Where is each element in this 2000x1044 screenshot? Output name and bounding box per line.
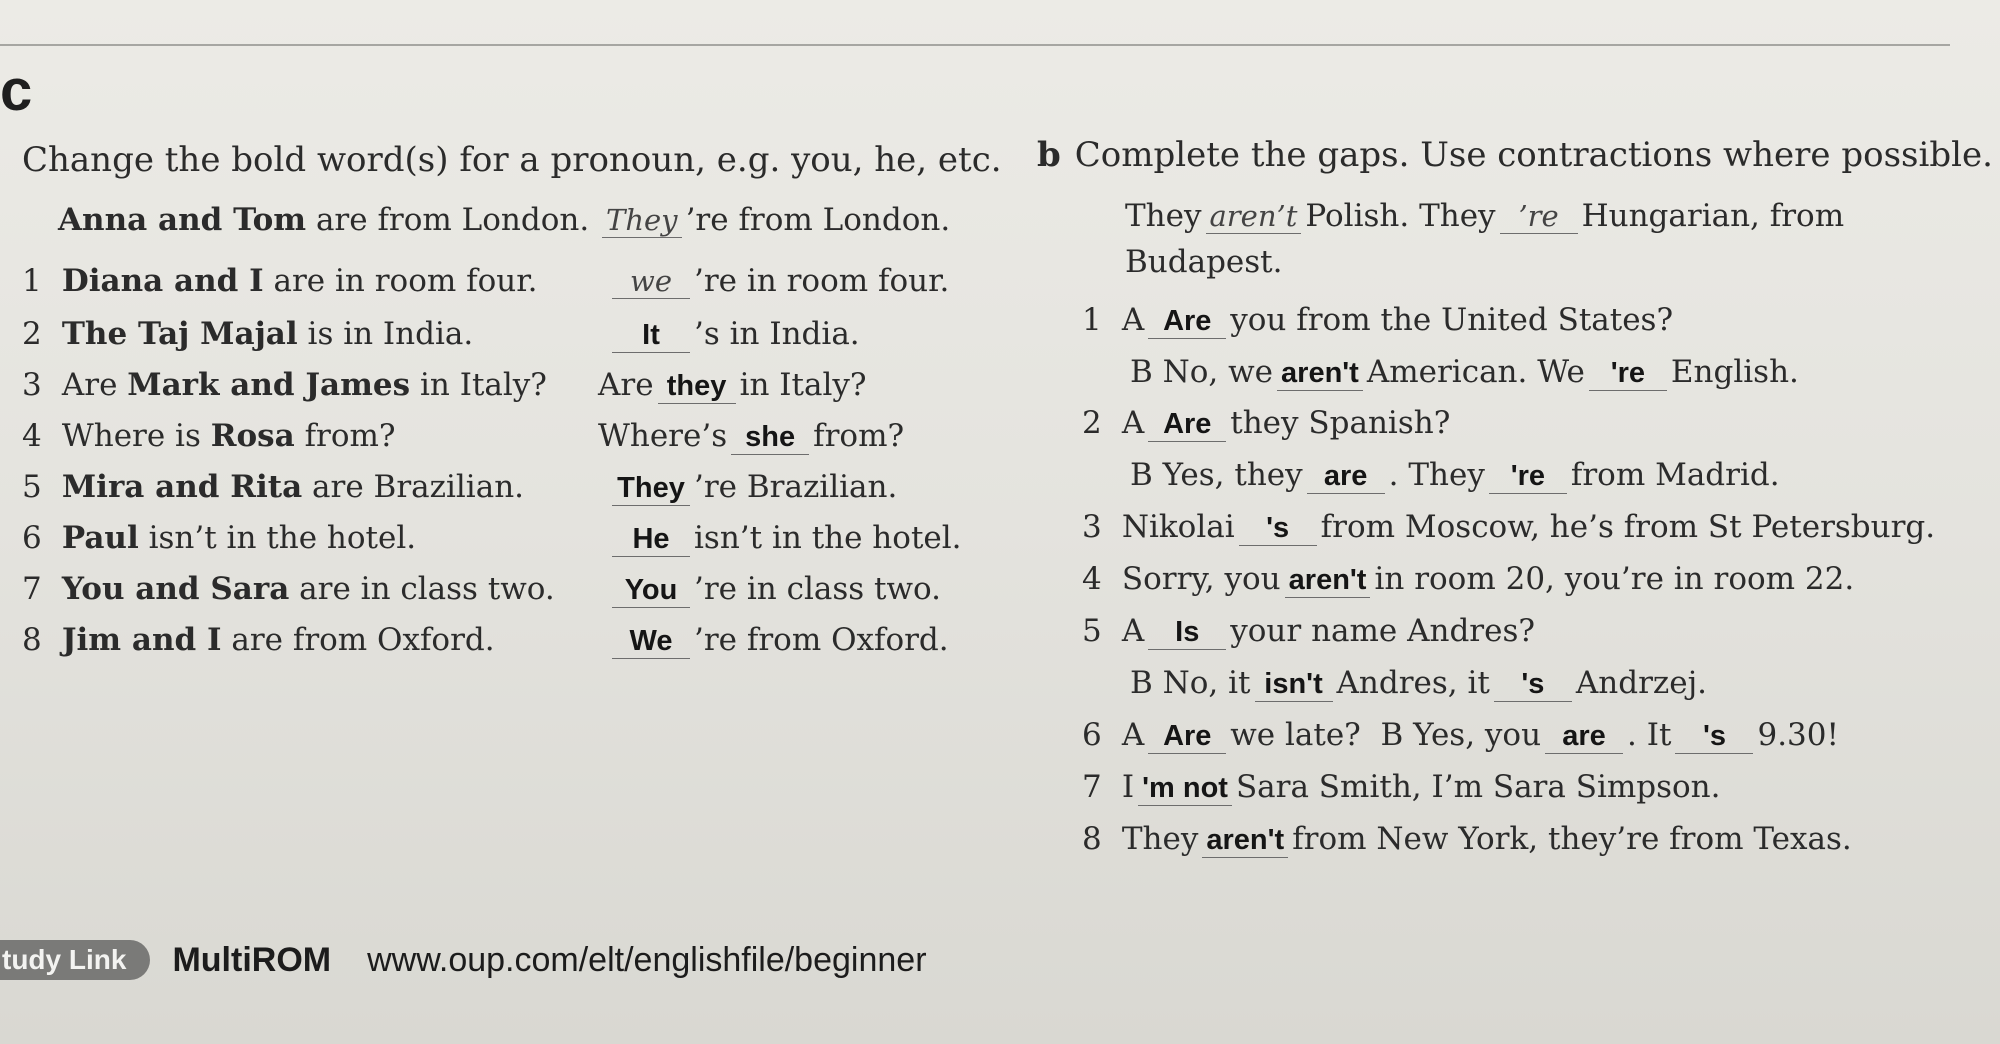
- part-a-item-3-answer: Are they in Italy?: [598, 367, 867, 403]
- item-1a-gap[interactable]: Are: [1148, 305, 1226, 339]
- part-a-item-4-question: 4 Where is Rosa from?: [22, 418, 396, 454]
- top-rule: [0, 44, 1950, 46]
- part-a-item-8-question: 8 Jim and I are from Oxford.: [22, 622, 495, 658]
- item-6-gap-1[interactable]: Are: [1148, 720, 1226, 754]
- part-a-item-1-answer: we ’re in room four.: [608, 263, 949, 300]
- part-a-item-5-answer: They ’re Brazilian.: [608, 469, 897, 506]
- part-b-item-6: 6 A Are we late? B Yes, you are . It 's 9.30!: [1082, 717, 1839, 753]
- part-b-item-2b: B Yes, they are . They 're from Madrid.: [1130, 457, 1780, 493]
- part-b-item-3: 3 Nikolai 's from Moscow, he’s from St Petersburg.: [1082, 509, 1936, 545]
- part-a-example-answer: They ’re from London.: [598, 202, 950, 239]
- item-1-gap[interactable]: we: [612, 265, 690, 299]
- part-b-item-7: 7 I 'm not Sara Smith, I’m Sara Simpson.: [1082, 769, 1721, 805]
- example-answer-gap[interactable]: They: [602, 204, 682, 238]
- item-2b-gap-2[interactable]: 're: [1489, 460, 1567, 494]
- item-5a-gap[interactable]: Is: [1148, 616, 1226, 650]
- section-letter: c: [0, 58, 33, 123]
- item-1b-gap-1[interactable]: aren't: [1277, 357, 1363, 391]
- item-3-gap[interactable]: they: [658, 370, 736, 404]
- item-2a-gap[interactable]: Are: [1148, 408, 1226, 442]
- footer: [0, 935, 927, 985]
- item-6-gap[interactable]: He: [612, 523, 690, 557]
- part-a-item-6-answer: He isn’t in the hotel.: [608, 520, 962, 557]
- part-a-item-8-answer: We ’re from Oxford.: [608, 622, 949, 659]
- item-8-gap[interactable]: We: [612, 625, 690, 659]
- part-b-item-1a: 1 A Are you from the United States?: [1082, 302, 1674, 338]
- part-b-item-8: 8 They aren't from New York, they’re from Texas.: [1082, 821, 1852, 857]
- example-gap-1[interactable]: aren’t: [1206, 200, 1302, 234]
- part-a-item-5-question: 5 Mira and Rita are Brazilian.: [22, 469, 525, 505]
- part-a-item-2-answer: It ’s in India.: [608, 316, 860, 353]
- part-b-item-4: 4 Sorry, you aren't in room 20, you’re in room 22.: [1082, 561, 1855, 597]
- item-6-gap-2[interactable]: are: [1545, 720, 1623, 754]
- item-7-gap[interactable]: You: [612, 574, 690, 608]
- example-gap-2[interactable]: ’re: [1500, 200, 1578, 234]
- item-3-gap[interactable]: 's: [1239, 512, 1317, 546]
- part-b-item-5b: B No, it isn't Andres, it 's Andrzej.: [1130, 665, 1708, 701]
- website-url[interactable]: www.oup.com/elt/englishfile/beginner: [367, 940, 927, 979]
- item-4-gap[interactable]: she: [731, 421, 809, 455]
- item-5b-gap-1[interactable]: isn't: [1255, 668, 1333, 702]
- item-5-gap[interactable]: They: [612, 472, 690, 506]
- study-link-badge: tudy Link: [0, 940, 150, 980]
- item-2-gap[interactable]: It: [612, 319, 690, 353]
- item-8-gap[interactable]: aren't: [1202, 824, 1288, 858]
- part-a-item-4-answer: Where’s she from?: [598, 418, 905, 454]
- part-a-item-6-question: 6 Paul isn’t in the hotel.: [22, 520, 417, 556]
- part-b-example-line-1: They aren’t Polish. They ’re Hungarian, from: [1125, 198, 1845, 234]
- part-b-example-line-2: Budapest.: [1125, 244, 1283, 280]
- item-4-gap[interactable]: aren't: [1285, 564, 1371, 598]
- item-5b-gap-2[interactable]: 's: [1494, 668, 1572, 702]
- part-a-item-7-question: 7 You and Sara are in class two.: [22, 571, 555, 607]
- part-b-item-1b: B No, we aren't American. We 're English.: [1130, 354, 1799, 390]
- item-1b-gap-2[interactable]: 're: [1589, 357, 1667, 391]
- item-7-gap[interactable]: 'm not: [1138, 772, 1232, 806]
- item-6-gap-3[interactable]: 's: [1675, 720, 1753, 754]
- part-b-instruction: b Complete the gaps. Use contractions where possible.: [1037, 135, 1993, 175]
- part-a-item-7-answer: You ’re in class two.: [608, 571, 941, 608]
- part-a-example-question: Anna and Tom are from London.: [58, 202, 590, 238]
- item-2b-gap-1[interactable]: are: [1307, 460, 1385, 494]
- multirom-label: MultiROM: [172, 940, 332, 979]
- part-a-item-2-question: 2 The Taj Majal is in India.: [22, 316, 474, 352]
- part-b-item-5a: 5 A Is your name Andres?: [1082, 613, 1535, 649]
- part-a-item-1-question: 1 Diana and I are in room four.: [22, 263, 538, 299]
- part-a-item-3-question: 3 Are Mark and James in Italy?: [22, 367, 547, 403]
- part-b-item-2a: 2 A Are they Spanish?: [1082, 405, 1451, 441]
- part-a-instruction: Change the bold word(s) for a pronoun, e.g. you, he, etc.: [22, 140, 1002, 180]
